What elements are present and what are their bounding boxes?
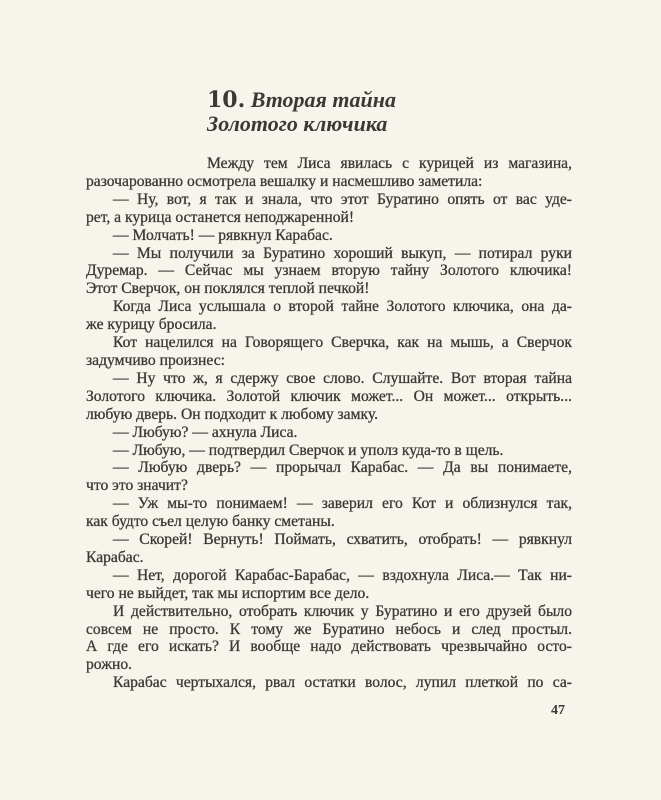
- page-number: 47: [551, 703, 565, 718]
- chapter-title-line2: Золотого ключика: [207, 111, 388, 136]
- text-line: — Ну что ж, я сдержу свое слово. Слушайте. Вот вторая тайна: [113, 369, 572, 387]
- text-line: Дуремар. — Сейчас мы узнаем вторую тайну Золотого ключика!: [86, 262, 572, 280]
- text-line: — Любую, — подтвердил Сверчок и уполз куда-то в щель.: [113, 441, 504, 459]
- text-line: задумчиво произнес:: [86, 351, 225, 369]
- text-line: — Любую дверь? — прорычал Карабас. — Да вы понимаете,: [113, 459, 572, 477]
- text-line: Карабас.: [86, 548, 144, 566]
- chapter-heading: [207, 88, 396, 135]
- text-line: же курицу бросила.: [86, 316, 217, 334]
- chapter-text: [86, 155, 572, 692]
- text-line: — Молчать! — рявкнул Карабас.: [113, 226, 333, 244]
- text-line: — Ну, вот, я так и знала, что этот Буратино опять от вас уде-: [113, 190, 572, 208]
- text-line: Золотого ключика. Золотой ключик может... Он может... открыть...: [86, 387, 572, 405]
- text-line: — Нет, дорогой Карабас-Барабас, — вздохнула Лиса.— Так ни-: [113, 566, 572, 584]
- chapter-title-line1: Вторая тайна: [250, 87, 396, 112]
- text-line: — Уж мы-то понимаем! — заверил его Кот и облизнулся так,: [113, 495, 572, 513]
- text-line: рет, а курица останется неподжаренной!: [86, 208, 355, 226]
- text-line: Между тем Лиса явилась с курицей из магазина,: [207, 155, 572, 172]
- text-line: — Любую? — ахнула Лиса.: [113, 423, 298, 441]
- text-line: И действительно, отобрать ключик у Буратино и его друзей было: [113, 602, 572, 620]
- text-line: совсем не просто. К тому же Буратино небось и след простыл.: [86, 620, 572, 638]
- text-line: что это значит?: [86, 477, 188, 495]
- text-line: чего не выйдет, так мы испортим все дело.: [86, 584, 370, 602]
- text-line: Карабас чертыхался, рвал остатки волос, лупил плеткой по са-: [113, 674, 572, 692]
- chapter-number: 10.: [207, 87, 246, 113]
- text-line: разочарованно осмотрела вешалку и насмешливо заметила:: [86, 172, 483, 190]
- text-line: — Мы получили за Буратино хороший выкуп, — потирал руки: [113, 244, 572, 262]
- text-line: А где его искать? И вообще надо действовать чрезвычайно осто-: [86, 638, 572, 656]
- text-line: Кот нацелился на Говорящего Сверчка, как на мышь, а Сверчок: [113, 334, 572, 352]
- text-line: любую дверь. Он подходит к любому замку.: [86, 405, 378, 423]
- text-line: — Скорей! Вернуть! Поймать, схватить, отобрать! — рявкнул: [113, 531, 572, 549]
- text-line: Когда Лиса услышала о второй тайне Золотого ключика, она да-: [113, 298, 572, 316]
- text-line: Этот Сверчок, он поклялся теплой печкой!: [86, 280, 370, 298]
- text-line: как будто съел целую банку сметаны.: [86, 513, 335, 531]
- text-line: рожно.: [86, 656, 133, 674]
